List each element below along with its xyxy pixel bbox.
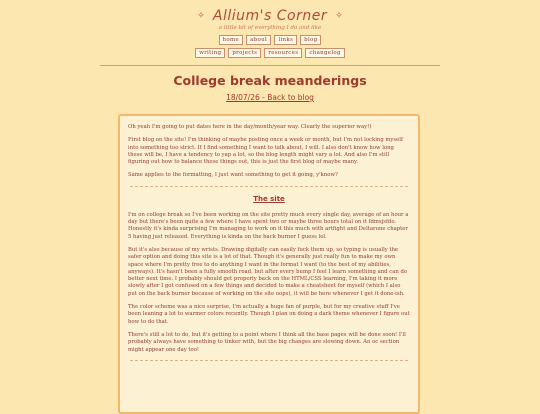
nav-row-secondary <box>0 48 540 58</box>
nav-about[interactable]: about <box>246 35 271 45</box>
nav-projects[interactable]: projects <box>228 48 261 58</box>
post-paragraph: Same applies to the formatting, I just want something to get it going, y'know? <box>128 172 338 179</box>
section-divider <box>130 360 408 361</box>
site-tagline: a little bit of everything I do and like <box>218 25 322 31</box>
section-divider <box>130 186 408 187</box>
nav-home[interactable]: home <box>219 35 244 45</box>
header-divider <box>100 65 440 66</box>
post-paragraph: But it's also because of my wrists. Drawing digitally can easily fuck them up, so typing is usually the safer option and doing this site is a lot of that. Though it's generally just really fun to make my own space where I'm pretty free to do anything I want in the format I want (to the best of my abilities, anyways). It's hasn't been a fully smooth road, but after every bump I feel I learn something and can do better next time. I probably should get properly back on the HTML/CSS learning, I'm taking it more slowly after I got confused on a few things and decided to make a cheatsheet for myself (which I also put on the back burner because of working on the site oops), it will be here whenever I get it done-ish. <box>128 246 408 297</box>
post-title: College break meanderings <box>173 73 367 88</box>
nav-blog[interactable]: blog <box>300 35 321 45</box>
post-paragraph: First blog on the site! I'm thinking of maybe posting once a week or month, but I'm not locking myself into something too strict. If I find something I want to talk about, I will. I also don't know how long these will be, I have a tendency to yap a lot, so the blog length might vary a lot. And also I'm still figuring out how to balance these things out, this is just the first blog of maybe many. <box>128 137 403 166</box>
site-header <box>0 0 540 66</box>
site-title-row <box>0 5 540 24</box>
sparkle-icon-left: ✧ <box>197 10 205 21</box>
site-title[interactable]: Allium's Corner <box>212 8 328 24</box>
section-title: The site <box>253 194 285 203</box>
nav-changelog[interactable]: changelog <box>305 48 345 58</box>
post-paragraph: There's still a lot to do, but it's getting to a point where I think all the base pages will be done soon! I'll probably always have something to tinker with, but the big changes are slowing down. An oc section might appear one day too! <box>128 331 406 353</box>
post-paragraph: The color scheme was a nice surprise, I'm actually a huge fan of purple, but for my creative stuff I've been leaning a lot to warmer colors recently. Though I plan on doing a dark theme whenever I figure out how to do that. <box>128 304 410 325</box>
nav-writing[interactable]: writing <box>195 48 225 58</box>
post-paragraph: Oh yeah I'm going to put dates here in the day/month/year way. Clearly the superior way!) <box>128 124 372 130</box>
nav-links[interactable]: links <box>274 35 297 45</box>
post-paragraph: I'm on college break so I've been working on the site pretty much every single day, average of an hour a day but there's been quite a few where I have spent two or maybe three hours total on it fdmsjsfdo. Honestly it's kinda surprising I'm managing to work on it this much with artfight and Deltarune chapter 5 having just released. Everything is kinda on the back burner I guess lol. <box>128 211 409 240</box>
nav-row-primary <box>0 35 540 45</box>
post-content-card <box>118 114 420 414</box>
nav-resources[interactable]: resources <box>264 48 302 58</box>
sparkle-icon-right: ✧ <box>335 10 343 21</box>
back-to-blog-link[interactable]: 18/07/26 - Back to blog <box>226 93 314 102</box>
